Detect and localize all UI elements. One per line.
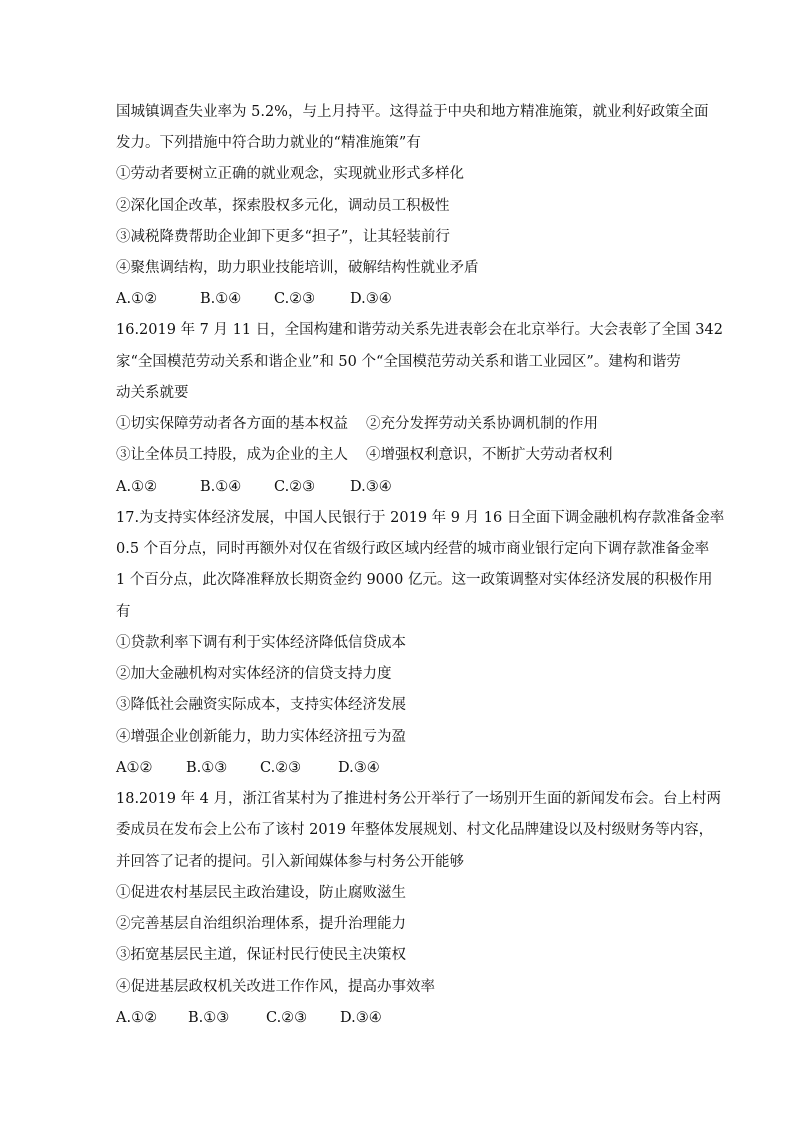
question-16-statement-3: ③让全体员工持股，成为企业的主人 [116, 447, 348, 463]
question-15-statement-1: ①劳动者要树立正确的就业观念，实现就业形式多样化 [116, 166, 464, 182]
option-a: A①② [116, 760, 153, 776]
question-18-statement-1: ①促进农村基层民主政治建设，防止腐败滋生 [116, 885, 406, 901]
question-16-stem-line-3: 动关系就要 [116, 385, 189, 401]
question-18-stem-line-1: 18.2019 年 4 月，浙江省某村为了推进村务公开举行了一场别开生面的新闻发布会。台上村两 [116, 791, 722, 807]
question-15-statement-3: ③减税降费帮助企业卸下更多“担子”，让其轻装前行 [116, 229, 450, 245]
option-b: B.①③ [186, 760, 228, 776]
question-17-options [116, 758, 380, 778]
question-17-statement-2: ②加大金融机构对实体经济的信贷支持力度 [116, 666, 392, 682]
question-17-statement-4: ④增强企业创新能力，助力实体经济扭亏为盈 [116, 729, 406, 745]
question-16-options [116, 477, 392, 497]
question-18-statement-3: ③拓宽基层民主道，保证村民行使民主决策权 [116, 947, 406, 963]
question-16-stem-line-1: 16.2019 年 7 月 11 日，全国构建和谐劳动关系先进表彰会在北京举行。大会表彰了全国 342 [116, 322, 723, 338]
option-d: D.③④ [350, 291, 392, 307]
option-b: B.①④ [200, 291, 242, 307]
option-d: D.③④ [340, 1010, 382, 1026]
question-17-stem-line-3: 1 个百分点，此次降准释放长期资金约 9000 亿元。这一政策调整对实体经济发展的积极作用 [116, 572, 713, 588]
question-15-stem-line-2: 发力。下列措施中符合助力就业的“精准施策”有 [116, 135, 421, 151]
question-17-stem-line-4: 有 [116, 604, 131, 620]
question-18-statement-4: ④促进基层政权机关改进工作作风，提高办事效率 [116, 979, 435, 995]
question-15-statement-4: ④聚焦调结构，助力职业技能培训，破解结构性就业矛盾 [116, 260, 479, 276]
option-b: B.①③ [188, 1010, 230, 1026]
option-d: D.③④ [338, 760, 380, 776]
option-b: B.①④ [200, 479, 242, 495]
question-16-statement-row-2 [116, 445, 613, 465]
question-18-statement-2: ②完善基层自治组织治理体系，提升治理能力 [116, 916, 406, 932]
option-d: D.③④ [350, 479, 392, 495]
question-17-statement-1: ①贷款利率下调有利于实体经济降低信贷成本 [116, 635, 406, 651]
option-c: C.②③ [274, 291, 316, 307]
question-17-stem-line-1: 17.为支持实体经济发展，中国人民银行于 2019 年 9 月 16 日全面下调金融机构存款准备金率 [116, 510, 725, 526]
question-16-stem-line-2: 家“全国模范劳动关系和谐企业”和 50 个“全国模范劳动关系和谐工业园区”。建构和谐劳 [116, 354, 681, 370]
question-16-statement-4: ④增强权利意识，不断扩大劳动者权利 [366, 447, 613, 463]
option-c: C.②③ [260, 760, 302, 776]
question-15-statement-2: ②深化国企改革，探索股权多元化，调动员工积极性 [116, 198, 450, 214]
option-a: A.①② [116, 1010, 158, 1026]
option-c: C.②③ [274, 479, 316, 495]
option-a: A.①② [116, 479, 158, 495]
question-15-stem-line-1: 国城镇调查失业率为 5.2%，与上月持平。这得益于中央和地方精准施策，就业利好政策全面 [116, 104, 709, 120]
question-15-options [116, 289, 392, 309]
question-18-options [116, 1008, 382, 1028]
option-c: C.②③ [266, 1010, 308, 1026]
option-a: A.①② [116, 291, 158, 307]
question-16-statement-1: ①切实保障劳动者各方面的基本权益 [116, 416, 348, 432]
question-16-statement-row-1 [116, 414, 598, 434]
question-18-stem-line-2: 委成员在发布会上公布了该村 2019 年整体发展规划、村文化品牌建设以及村级财务等内容， [116, 822, 714, 838]
question-16-statement-2: ②充分发挥劳动关系协调机制的作用 [366, 416, 598, 432]
question-17-statement-3: ③降低社会融资实际成本，支持实体经济发展 [116, 697, 406, 713]
question-17-stem-line-2: 0.5 个百分点，同时再额外对仅在省级行政区域内经营的城市商业银行定向下调存款准备金率 [116, 541, 710, 557]
question-18-stem-line-3: 并回答了记者的提问。引入新闻媒体参与村务公开能够 [116, 854, 464, 870]
